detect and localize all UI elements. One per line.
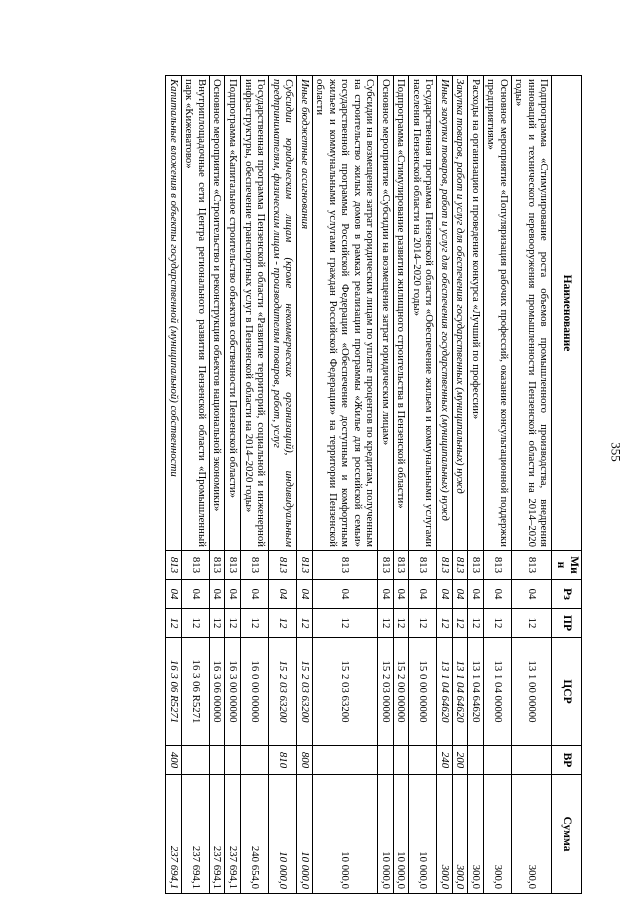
table-row <box>312 76 378 894</box>
row-sum: 237 694,1 <box>166 775 182 894</box>
row-min: 813 <box>511 551 552 580</box>
row-pr: 12 <box>511 609 552 638</box>
row-min: 813 <box>437 551 453 580</box>
table-row <box>437 76 453 894</box>
row-vr <box>409 746 437 775</box>
row-min: 813 <box>209 551 225 580</box>
row-pr: 12 <box>241 609 269 638</box>
row-sum: 300,0 <box>437 775 453 894</box>
table-row <box>166 76 182 894</box>
header-min: Мин <box>552 551 582 580</box>
page-number: 355 <box>608 442 624 462</box>
row-pr: 12 <box>452 609 468 638</box>
header-csr: ЦСР <box>552 638 582 746</box>
row-vr <box>393 746 409 775</box>
row-csr: 13 1 04 64620 <box>437 638 453 746</box>
header-rz: Рз <box>552 580 582 609</box>
row-name: Закупка товаров, работ и услуг для обеспечения государственных (муниципальных) нужд <box>452 76 468 551</box>
row-csr: 15 2 03 63200 <box>312 638 378 746</box>
row-min: 813 <box>452 551 468 580</box>
row-rz: 04 <box>241 580 269 609</box>
table-row <box>409 76 437 894</box>
row-sum: 300,0 <box>511 775 552 894</box>
table-row <box>297 76 313 894</box>
row-min: 813 <box>269 551 297 580</box>
table-row <box>225 76 241 894</box>
row-sum: 10 000,0 <box>393 775 409 894</box>
row-csr: 13 1 04 64620 <box>452 638 468 746</box>
row-rz: 04 <box>511 580 552 609</box>
row-vr <box>181 746 209 775</box>
table-row <box>393 76 409 894</box>
row-vr <box>468 746 484 775</box>
row-name: Капитальные вложения в объекты государственной (муниципальной) собственности <box>166 76 182 551</box>
row-rz: 04 <box>166 580 182 609</box>
row-name: Основное мероприятие «Субсидии на возмещение затрат юридическим лицам» <box>378 76 394 551</box>
table-row <box>269 76 297 894</box>
row-name: Субсидии на возмещение затрат юридическим лицам по уплате процентов по кредитам, полученным на строительство жилых домов в рамках реализации программы «Жилье для российской семьи» государственной программы Российской Федерации «Обеспечение доступным и комфортным жильем и коммунальными услугами граждан Российской Федерации» на территории Пензенской области <box>312 76 378 551</box>
row-sum: 10 000,0 <box>378 775 394 894</box>
row-min: 813 <box>166 551 182 580</box>
row-min: 813 <box>225 551 241 580</box>
table-row <box>483 76 511 894</box>
row-vr <box>511 746 552 775</box>
row-name: Иные закупки товаров, работ и услуг для обеспечения государственных (муниципальных) нужд <box>437 76 453 551</box>
row-pr: 12 <box>166 609 182 638</box>
row-min: 813 <box>483 551 511 580</box>
row-name: Внутриплощадочные сети Центра регионального развития Пензенской области «Промышленный парк «Кижеватово» <box>181 76 209 551</box>
row-vr <box>378 746 394 775</box>
row-pr: 12 <box>312 609 378 638</box>
row-rz: 04 <box>269 580 297 609</box>
row-pr: 12 <box>269 609 297 638</box>
row-rz: 04 <box>312 580 378 609</box>
row-sum: 237 694,1 <box>209 775 225 894</box>
row-name: Подпрограмма «Капитальное строительство объектов собственности Пензенской области» <box>225 76 241 551</box>
row-min: 813 <box>181 551 209 580</box>
table-row <box>452 76 468 894</box>
row-csr: 15 2 03 63200 <box>269 638 297 746</box>
row-vr <box>209 746 225 775</box>
row-pr: 12 <box>297 609 313 638</box>
row-csr: 13 1 00 00000 <box>511 638 552 746</box>
row-name: Иные бюджетные ассигнования <box>297 76 313 551</box>
row-min: 813 <box>312 551 378 580</box>
row-sum: 240 654,0 <box>241 775 269 894</box>
row-sum: 237 694,1 <box>225 775 241 894</box>
row-csr: 15 2 00 00000 <box>393 638 409 746</box>
row-vr <box>241 746 269 775</box>
row-rz: 04 <box>378 580 394 609</box>
row-sum: 237 694,1 <box>181 775 209 894</box>
row-vr <box>312 746 378 775</box>
row-sum: 10 000,0 <box>269 775 297 894</box>
budget-table-container <box>80 75 582 893</box>
row-sum: 10 000,0 <box>312 775 378 894</box>
row-pr: 12 <box>209 609 225 638</box>
row-pr: 12 <box>225 609 241 638</box>
row-csr: 16 3 00 00000 <box>225 638 241 746</box>
header-vr: ВР <box>552 746 582 775</box>
row-csr: 16 3 06 R5271 <box>181 638 209 746</box>
row-csr: 15 2 03 00000 <box>378 638 394 746</box>
row-csr: 16 3 06 00000 <box>209 638 225 746</box>
row-pr: 12 <box>483 609 511 638</box>
row-pr: 12 <box>468 609 484 638</box>
table-header-row <box>552 76 582 894</box>
row-sum: 300,0 <box>468 775 484 894</box>
row-rz: 04 <box>225 580 241 609</box>
row-name: Расходы на организацию и проведение конкурса «Лучший по профессии» <box>468 76 484 551</box>
row-min: 813 <box>297 551 313 580</box>
row-csr: 15 2 03 63200 <box>297 638 313 746</box>
row-rz: 04 <box>181 580 209 609</box>
row-name: Основное мероприятие «Популяризация рабочих профессий, оказание консультационной поддержки предприятиям» <box>483 76 511 551</box>
row-min: 813 <box>409 551 437 580</box>
row-name: Субсидии юридическим лицам (кроме некоммерческих организаций), индивидуальным предпринимателям, физическим лицам - производителям товаров, работ, услуг <box>269 76 297 551</box>
row-rz: 04 <box>483 580 511 609</box>
row-sum: 300,0 <box>452 775 468 894</box>
row-csr: 15 0 00 00000 <box>409 638 437 746</box>
row-pr: 12 <box>378 609 394 638</box>
row-vr <box>225 746 241 775</box>
row-rz: 04 <box>209 580 225 609</box>
row-name: Государственная программа Пензенской области «Обеспечение жильем и коммунальными услугами населения Пензенской области на 2014–2020 годы» <box>409 76 437 551</box>
budget-table <box>165 75 582 894</box>
row-vr: 800 <box>297 746 313 775</box>
row-rz: 04 <box>468 580 484 609</box>
row-vr: 200 <box>452 746 468 775</box>
row-min: 813 <box>393 551 409 580</box>
row-rz: 04 <box>437 580 453 609</box>
row-vr <box>483 746 511 775</box>
header-pr: ПР <box>552 609 582 638</box>
row-csr: 16 0 00 00000 <box>241 638 269 746</box>
row-name: Подпрограмма «Стимулирование роста объемов промышленного производства, внедрения инноваций и технического перевооружения промышленности Пензенской области на 2014–2020 годы» <box>511 76 552 551</box>
row-vr: 400 <box>166 746 182 775</box>
row-pr: 12 <box>393 609 409 638</box>
table-row <box>209 76 225 894</box>
row-min: 813 <box>378 551 394 580</box>
row-sum: 10 000,0 <box>297 775 313 894</box>
row-csr: 16 3 06 R5271 <box>166 638 182 746</box>
table-row <box>241 76 269 894</box>
row-min: 813 <box>468 551 484 580</box>
row-pr: 12 <box>181 609 209 638</box>
row-rz: 04 <box>393 580 409 609</box>
row-min: 813 <box>241 551 269 580</box>
row-pr: 12 <box>437 609 453 638</box>
row-sum: 300,0 <box>483 775 511 894</box>
table-row <box>511 76 552 894</box>
header-name: Наименование <box>552 76 582 551</box>
row-pr: 12 <box>409 609 437 638</box>
row-vr: 240 <box>437 746 453 775</box>
row-csr: 13 1 04 00000 <box>483 638 511 746</box>
table-row <box>181 76 209 894</box>
row-rz: 04 <box>297 580 313 609</box>
table-row <box>468 76 484 894</box>
row-sum: 10 000,0 <box>409 775 437 894</box>
row-rz: 04 <box>452 580 468 609</box>
row-csr: 13 1 04 64620 <box>468 638 484 746</box>
row-name: Подпрограмма «Стимулирование развития жилищного строительства в Пензенской области» <box>393 76 409 551</box>
row-vr: 810 <box>269 746 297 775</box>
header-sum: Сумма <box>552 775 582 894</box>
row-name: Государственная программа Пензенской области «Развитие территорий, социальной и инженерной инфраструктуры, обеспечение транспортных услуг в Пензенской области на 2014–2020 годы» <box>241 76 269 551</box>
table-row <box>378 76 394 894</box>
row-name: Основное мероприятие «Строительство и реконструкция объектов национальной экономики» <box>209 76 225 551</box>
row-rz: 04 <box>409 580 437 609</box>
